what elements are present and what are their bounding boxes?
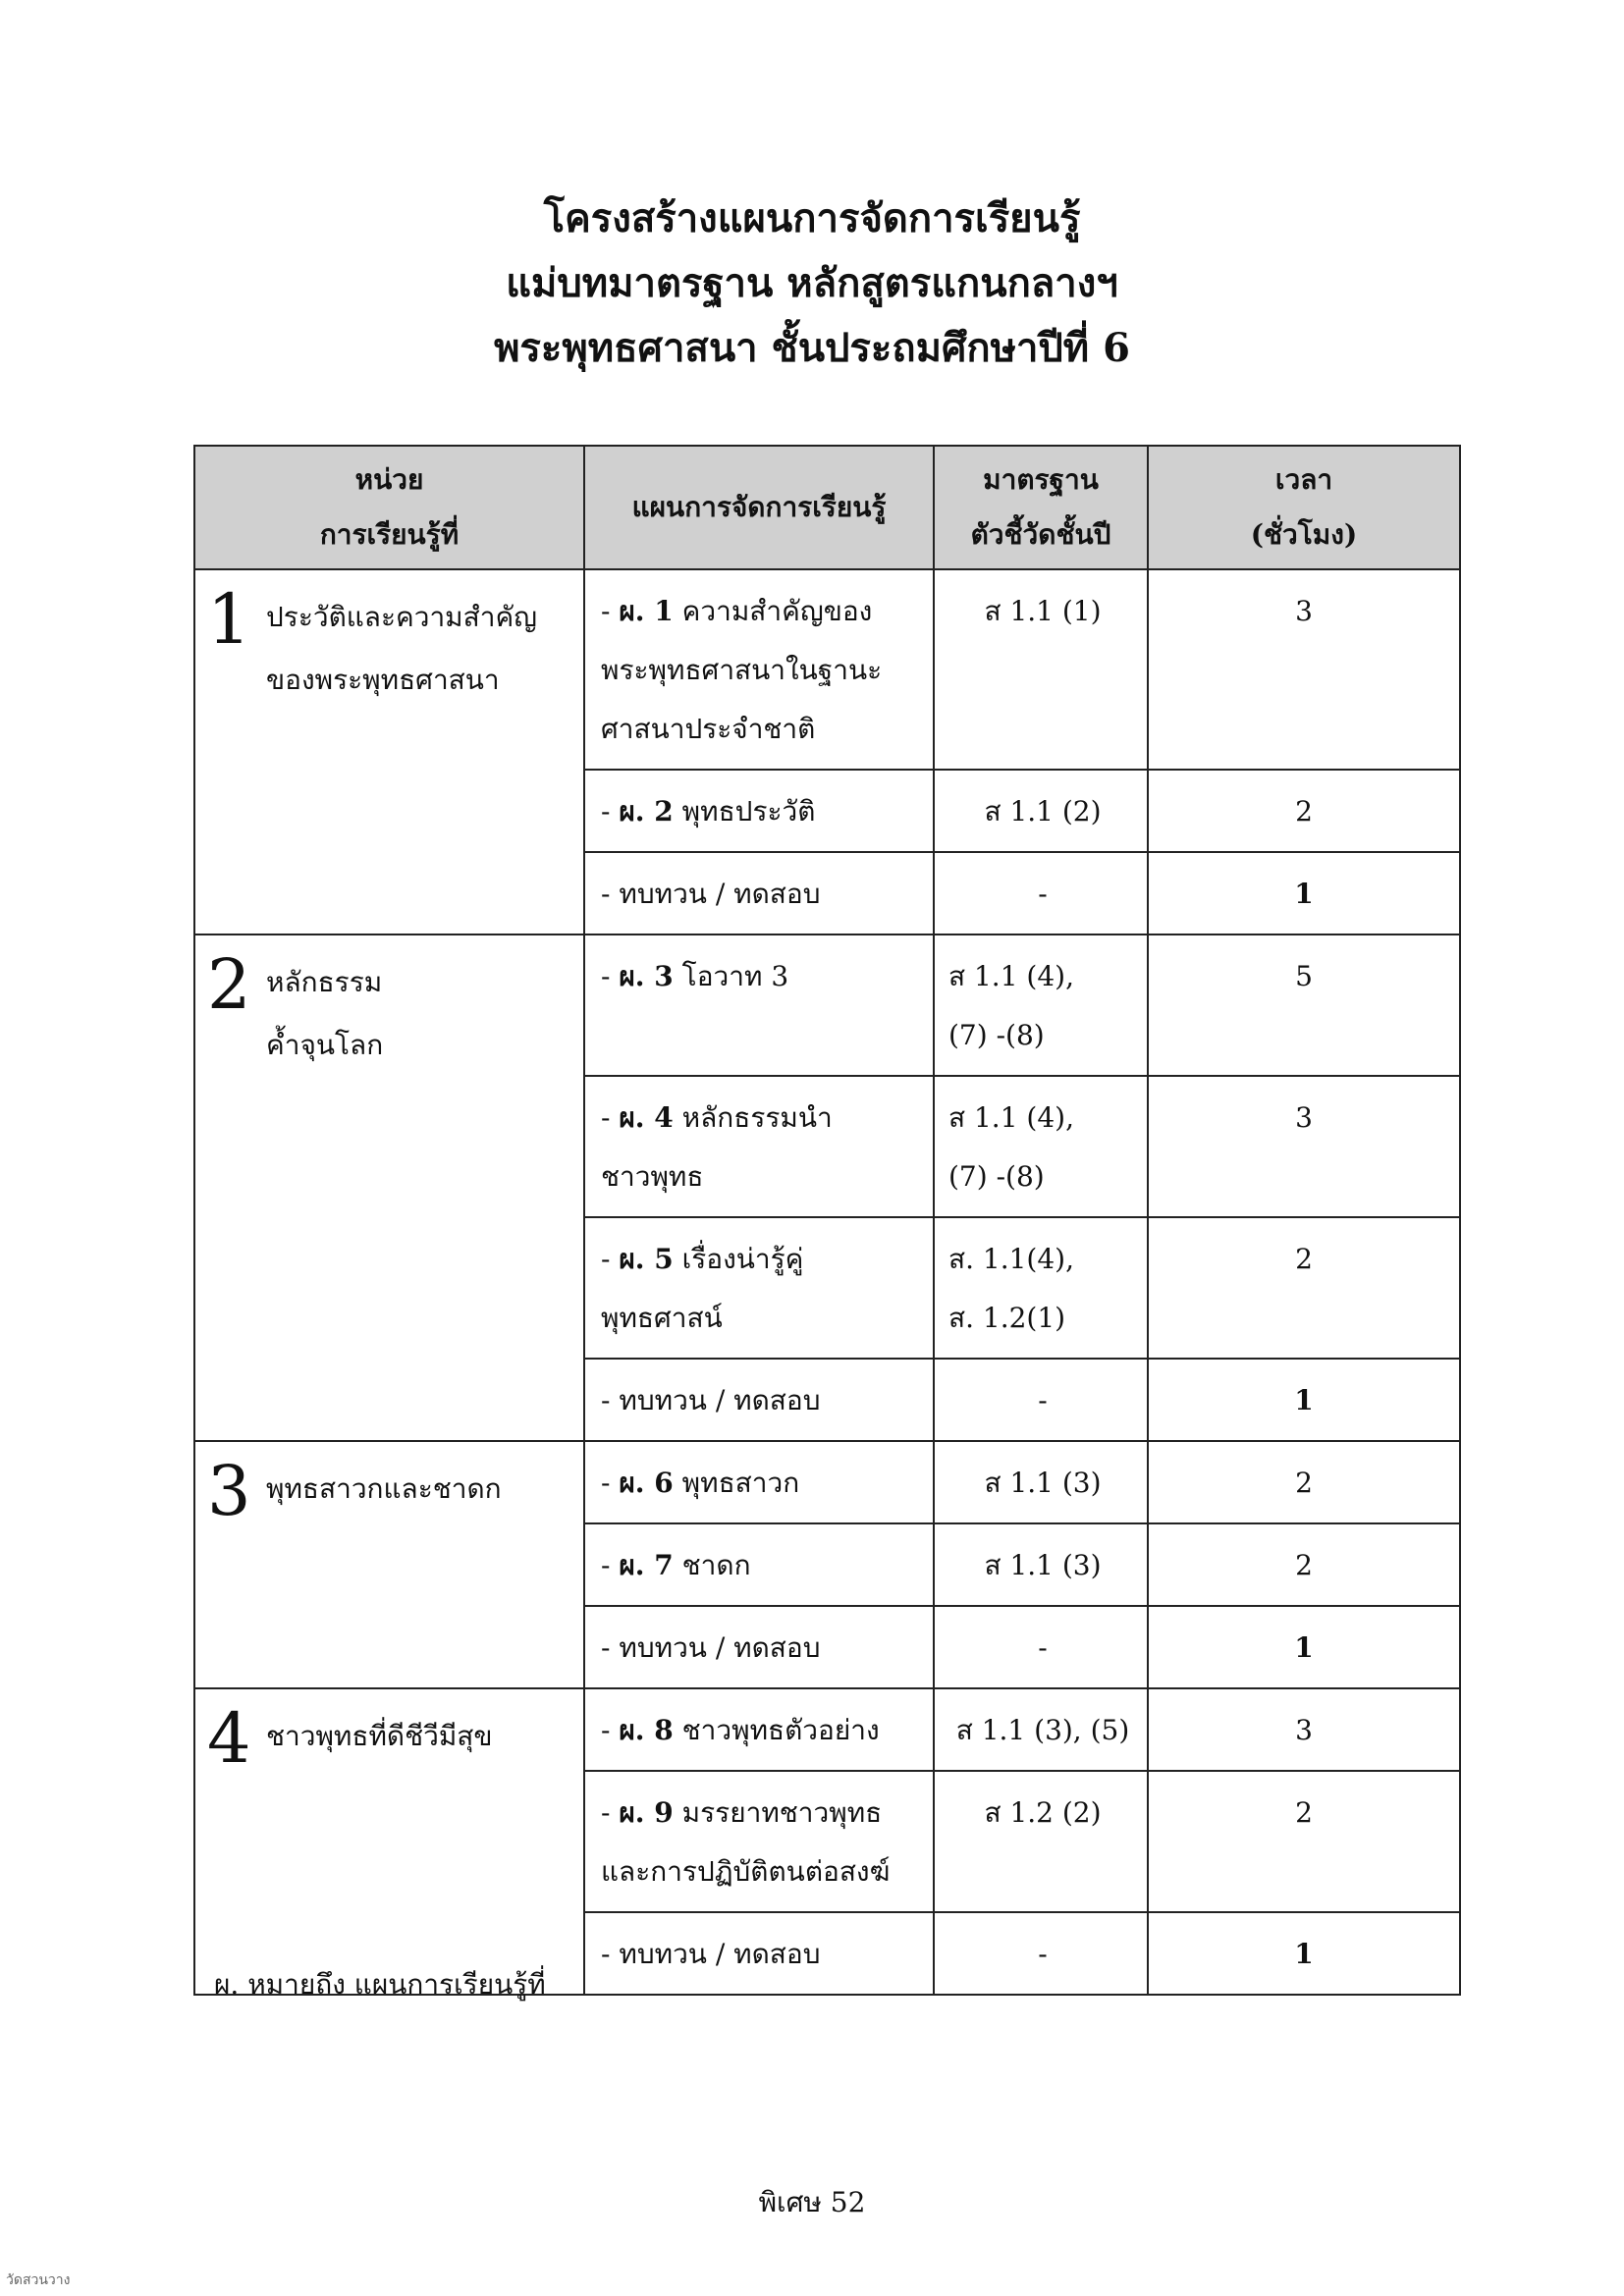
plan-code: ผ. 8 <box>619 1714 674 1746</box>
plan-title: มรรยาทชาวพุทธ <box>673 1796 883 1829</box>
hours-cell: 2 <box>1148 1441 1460 1523</box>
unit-name: ชาวพุทธที่ดีชีวีมีสุข <box>266 1720 493 1752</box>
plan-title: พุทธประวัติ <box>673 795 816 828</box>
standard-cell: ส 1.1 (4), (7) -(8) <box>934 934 1148 1076</box>
plan-code: ผ. 5 <box>619 1243 674 1275</box>
hours-cell: 1 <box>1148 1912 1460 1995</box>
table-row <box>194 1688 1460 1771</box>
standard-cell: ส. 1.1(4), ส. 1.2(1) <box>934 1217 1148 1359</box>
hours-cell: 1 <box>1148 1359 1460 1441</box>
plan-cell: - ผ. 3 โอวาท 3 <box>584 934 934 1076</box>
unit-number: 3 <box>207 1451 251 1531</box>
hours-cell: 2 <box>1148 770 1460 852</box>
plan-title: ทบทวน / ทดสอบ <box>619 1938 821 1970</box>
learning-plan-table <box>193 445 1461 1996</box>
unit-cell <box>194 1441 584 1688</box>
hours-cell: 2 <box>1148 1771 1460 1912</box>
plan-title: ทบทวน / ทดสอบ <box>619 878 821 910</box>
table-row <box>194 934 1460 1076</box>
standard-cell: ส 1.1 (3) <box>934 1441 1148 1523</box>
plan-code: ผ. 3 <box>619 960 674 992</box>
header-plan: แผนการจัดการเรียนรู้ <box>584 446 934 569</box>
unit-cell <box>194 569 584 934</box>
table-row <box>194 1441 1460 1523</box>
header-standard: มาตรฐาน ตัวชี้วัดชั้นปี <box>934 446 1148 569</box>
hours-cell: 5 <box>1148 934 1460 1076</box>
title-line-1: โครงสร้างแผนการจัดการเรียนรู้ <box>543 195 1081 241</box>
unit-number: 2 <box>207 944 251 1025</box>
standard-cell: ส 1.1 (4), (7) -(8) <box>934 1076 1148 1217</box>
plan-cell: - ผ. 1 ความสำคัญของ พระพุทธศาสนาในฐานะ ศาสนาประจำชาติ <box>584 569 934 770</box>
plan-cell: - ผ. 8 ชาวพุทธตัวอย่าง <box>584 1688 934 1771</box>
hours-cell: 3 <box>1148 1688 1460 1771</box>
plan-cell: - ทบทวน / ทดสอบ <box>584 1606 934 1688</box>
standard-cell: ส 1.2 (2) <box>934 1771 1148 1912</box>
plan-cell: - ผ. 4 หลักธรรมนำ ชาวพุทธ <box>584 1076 934 1217</box>
unit-name: หลักธรรม ค้ำจุนโลก <box>266 966 384 1061</box>
unit-number: 1 <box>207 579 251 660</box>
standard-cell: - <box>934 1606 1148 1688</box>
plan-title: ความสำคัญของ <box>673 595 873 627</box>
standard-cell: ส 1.1 (3) <box>934 1523 1148 1606</box>
page-number: พิเศษ 52 <box>758 2186 866 2218</box>
plan-title: โอวาท 3 <box>673 960 789 992</box>
unit-cell <box>194 1688 584 1995</box>
standard-cell: ส 1.1 (3), (5) <box>934 1688 1148 1771</box>
plan-code: ผ. 1 <box>619 595 674 627</box>
hours-cell: 1 <box>1148 1606 1460 1688</box>
header-row <box>194 446 1460 569</box>
hours-cell: 3 <box>1148 1076 1460 1217</box>
unit-cell <box>194 934 584 1441</box>
plan-code: ผ. 7 <box>619 1549 674 1581</box>
plan-title: ทบทวน / ทดสอบ <box>619 1631 821 1664</box>
plan-cell: - ผ. 2 พุทธประวัติ <box>584 770 934 852</box>
title-line-3: พระพุทธศาสนา ชั้นประถมศึกษาปีที่ 6 <box>494 325 1130 371</box>
hours-cell: 2 <box>1148 1523 1460 1606</box>
footnote: ผ. หมายถึง แผนการเรียนรู้ที่ <box>214 1968 546 2001</box>
unit-number: 4 <box>207 1698 251 1779</box>
header-time: เวลา (ชั่วโมง) <box>1148 446 1460 569</box>
plan-title: เรื่องน่ารู้คู่ <box>673 1243 804 1275</box>
unit-name: ประวัติและความสำคัญ ของพระพุทธศาสนา <box>266 601 538 696</box>
plan-title: พุทธสาวก <box>673 1467 800 1499</box>
plan-title: หลักธรรมนำ <box>673 1101 833 1134</box>
standard-cell: - <box>934 1912 1148 1995</box>
plan-cell: - ทบทวน / ทดสอบ <box>584 852 934 934</box>
hours-cell: 1 <box>1148 852 1460 934</box>
watermark: วัดสวนวาง <box>6 2272 71 2288</box>
header-unit: หน่วย การเรียนรู้ที่ <box>194 446 584 569</box>
hours-cell: 3 <box>1148 569 1460 770</box>
plan-cell: - ทบทวน / ทดสอบ <box>584 1359 934 1441</box>
standard-cell: ส 1.1 (1) <box>934 569 1148 770</box>
standard-cell: ส 1.1 (2) <box>934 770 1148 852</box>
document-title <box>0 187 1624 381</box>
plan-cell: - ผ. 6 พุทธสาวก <box>584 1441 934 1523</box>
plan-title: ชาวพุทธตัวอย่าง <box>673 1714 880 1746</box>
plan-code: ผ. 6 <box>619 1467 674 1499</box>
plan-cell: - ผ. 5 เรื่องน่ารู้คู่ พุทธศาสน์ <box>584 1217 934 1359</box>
plan-cell: - ผ. 7 ชาดก <box>584 1523 934 1606</box>
plan-cell: - ทบทวน / ทดสอบ <box>584 1912 934 1995</box>
title-line-2: แม่บทมาตรฐาน หลักสูตรแกนกลางฯ <box>506 260 1118 306</box>
table-row <box>194 569 1460 770</box>
plan-cell: - ผ. 9 มรรยาทชาวพุทธ และการปฏิบัติตนต่อสงฆ์ <box>584 1771 934 1912</box>
hours-cell: 2 <box>1148 1217 1460 1359</box>
plan-code: ผ. 4 <box>619 1101 674 1134</box>
plan-code: ผ. 2 <box>619 795 674 828</box>
standard-cell: - <box>934 1359 1148 1441</box>
plan-code: ผ. 9 <box>619 1796 674 1829</box>
plan-title: ทบทวน / ทดสอบ <box>619 1384 821 1416</box>
plan-title: ชาดก <box>673 1549 751 1581</box>
unit-name: พุทธสาวกและชาดก <box>266 1472 502 1505</box>
standard-cell: - <box>934 852 1148 934</box>
